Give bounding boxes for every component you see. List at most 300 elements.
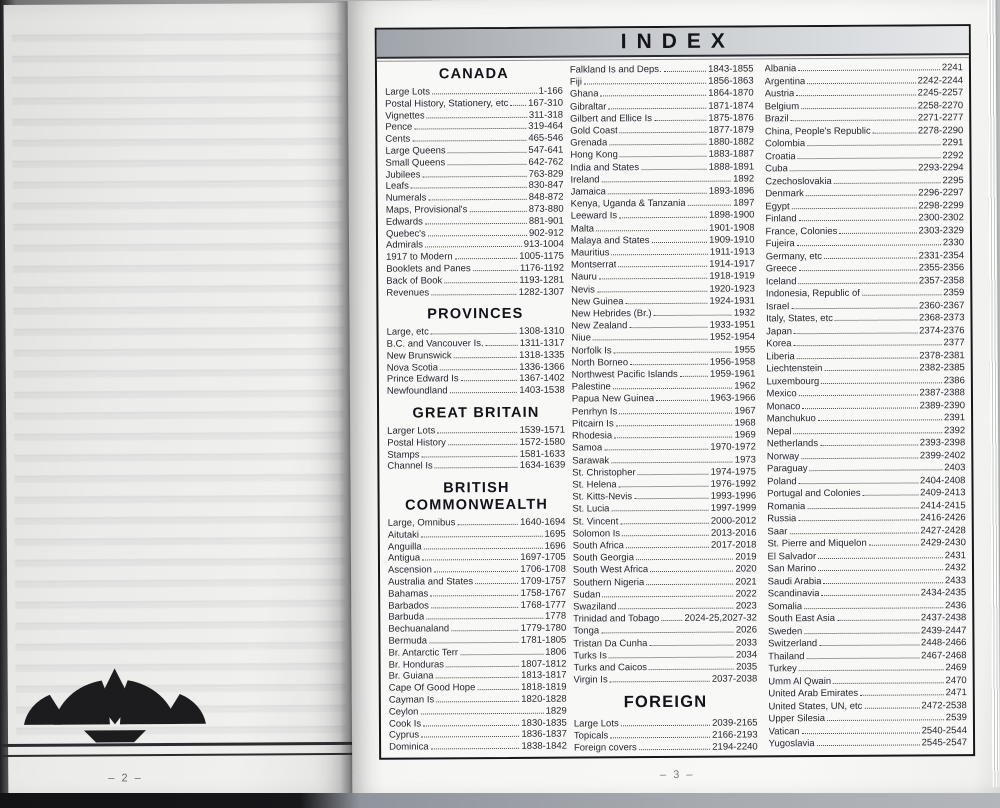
entry-label: Stamps: [387, 449, 420, 461]
entry-lot-range: 2303-2329: [918, 224, 964, 236]
dot-leader: [455, 258, 518, 259]
dot-leader: [791, 307, 917, 309]
page-title: INDEX: [620, 29, 735, 53]
dot-leader: [597, 290, 708, 292]
backdrop-bottom-edge: [0, 793, 1000, 808]
dot-leader: [799, 394, 918, 396]
index-entry: [572, 393, 756, 406]
entry-label: Swaziland: [573, 601, 617, 613]
index-entry: [761, 212, 963, 226]
entry-lot-range: 1706-1708: [520, 563, 566, 576]
entry-lot-range: 2292: [942, 149, 964, 161]
entry-label: Cyprus: [388, 729, 420, 742]
entry-lot-range: 1956-1958: [709, 356, 756, 368]
index-entry: [387, 361, 565, 374]
index-entry: [387, 436, 565, 449]
dot-leader: [626, 303, 708, 305]
entry-label: Samoa: [572, 442, 603, 454]
dot-leader: [656, 400, 708, 401]
index-entry: [761, 100, 963, 114]
entry-lot-range: 2391: [943, 412, 966, 424]
index-entry: [573, 527, 757, 540]
dot-leader: [863, 494, 918, 495]
index-entry: [571, 308, 755, 321]
entry-lot-range: 2393-2398: [919, 437, 966, 449]
page-stack-edge: [988, 0, 1000, 787]
dot-leader: [614, 351, 732, 353]
index-entry: [762, 362, 964, 376]
index-entry: [387, 338, 565, 351]
dot-leader: [460, 654, 543, 656]
index-entry: [764, 687, 966, 701]
dot-leader: [799, 219, 917, 221]
index-entry: [385, 133, 563, 146]
dot-leader: [602, 180, 732, 182]
index-entry: [763, 400, 965, 414]
entry-lot-range: 311-318: [528, 109, 564, 121]
index-entry: [571, 234, 755, 247]
index-entry: [570, 173, 754, 186]
dot-leader: [796, 94, 915, 96]
dot-leader: [616, 424, 733, 426]
dot-leader: [610, 737, 710, 739]
entry-label: Gold Coast: [570, 125, 618, 137]
entry-lot-range: 873-880: [528, 203, 564, 215]
index-entry: [388, 646, 566, 659]
dot-leader: [611, 254, 707, 256]
dot-leader: [425, 223, 527, 225]
entry-lot-range: 2024-25,2027-32: [684, 612, 757, 625]
index-entry: [762, 237, 964, 251]
dot-leader: [824, 582, 943, 584]
entry-lot-range: 1932: [733, 307, 756, 319]
entry-label: Saudi Arabia: [767, 575, 822, 587]
dot-leader: [636, 559, 733, 561]
dot-leader: [790, 169, 916, 171]
entry-lot-range: 2242-2244: [917, 74, 964, 86]
entry-lot-range: 1-166: [538, 85, 563, 97]
dot-leader: [473, 270, 518, 271]
index-entry: [389, 729, 567, 742]
dot-leader: [414, 128, 526, 130]
entry-lot-range: 1933-1951: [709, 319, 756, 331]
index-entry: [386, 263, 564, 276]
entry-lot-range: 1888-1891: [708, 161, 755, 173]
entry-lot-range: 1403-1538: [519, 384, 565, 397]
entry-label: Gilbert and Ellice Is: [570, 112, 652, 125]
entry-lot-range: 2471: [945, 687, 967, 699]
entry-label: Anguilla: [387, 541, 422, 553]
index-entry: [763, 537, 965, 551]
index-entry: [765, 725, 967, 739]
index-entry: [764, 575, 966, 589]
page-bleed-through: [12, 33, 346, 737]
entry-lot-range: 2472-2538: [921, 699, 967, 711]
entry-lot-range: 2399-2402: [919, 449, 966, 461]
entry-lot-range: 1709-1757: [520, 575, 566, 587]
dot-leader: [608, 107, 706, 109]
dot-leader: [424, 547, 543, 549]
index-entry: [764, 625, 966, 639]
dot-leader: [609, 656, 734, 658]
entry-label: El Salvador: [767, 550, 817, 562]
index-entry: [571, 198, 755, 211]
entry-label: St. Christopher: [572, 466, 636, 479]
index-entry: [387, 448, 565, 461]
dot-leader: [423, 725, 519, 727]
section-heading-provinces: PROVINCES: [427, 306, 524, 323]
entry-label: Yugoslavia: [768, 738, 815, 750]
entry-lot-range: 1820-1828: [521, 693, 567, 705]
entry-label: India and States: [570, 161, 640, 174]
dot-leader: [873, 132, 916, 133]
entry-lot-range: 2359: [943, 287, 965, 299]
entry-lot-range: 2300-2302: [918, 212, 964, 224]
dot-leader: [797, 244, 941, 246]
dot-leader: [431, 333, 517, 335]
entry-lot-range: 2378-2381: [919, 349, 965, 361]
dot-leader: [654, 120, 706, 121]
entry-lot-range: 2020: [735, 563, 757, 575]
dot-leader: [839, 232, 916, 233]
entry-label: Indonesia, Republic of: [765, 287, 860, 300]
index-entry: [761, 75, 963, 89]
dot-leader: [837, 619, 919, 621]
entry-label: Channel Is: [387, 460, 433, 473]
entry-lot-range: 2033: [735, 636, 758, 649]
index-entry: [388, 552, 566, 565]
entry-lot-range: 1282-1307: [518, 286, 565, 298]
entry-lot-range: 1955: [734, 344, 756, 356]
dot-leader: [641, 168, 707, 169]
dot-leader: [619, 412, 732, 414]
entry-label: Antigua: [387, 552, 421, 565]
entry-label: Austria: [764, 88, 795, 100]
entry-lot-range: 1781-1805: [520, 634, 567, 646]
entry-label: South Georgia: [572, 552, 635, 564]
dot-leader: [510, 105, 526, 106]
entry-label: Israel: [765, 300, 790, 312]
dot-leader: [618, 266, 707, 268]
dot-leader: [469, 211, 526, 212]
index-entry: [572, 503, 756, 516]
entry-label: Vatican: [768, 725, 800, 737]
entry-label: South Africa: [572, 540, 624, 552]
entry-lot-range: 1968: [734, 417, 756, 429]
dot-leader: [680, 376, 708, 377]
index-entry: [388, 576, 566, 589]
entry-label: Jamaica: [570, 186, 606, 198]
index-entry: [570, 88, 754, 101]
entry-label: Nauru: [571, 271, 597, 284]
section-heading-great-britain: GREAT BRITAIN: [412, 404, 540, 422]
index-entry: [388, 611, 566, 624]
index-entry: [764, 600, 966, 614]
dot-leader: [611, 461, 733, 463]
entry-label: Br. Honduras: [388, 658, 445, 671]
entry-lot-range: 1963-1966: [710, 392, 756, 405]
index-entry: [387, 460, 565, 473]
entry-label: Finland: [765, 213, 797, 225]
entry-label: Larger Lots: [387, 425, 436, 437]
dot-leader: [799, 482, 918, 484]
entry-lot-range: 881-901: [528, 215, 564, 227]
index-entry: [574, 717, 758, 730]
index-entry: [385, 156, 563, 169]
entry-lot-range: 1914-1917: [709, 258, 755, 270]
entry-lot-range: 1959-1961: [709, 368, 756, 380]
index-entry: [388, 564, 566, 577]
index-entry: [571, 222, 755, 235]
index-column-2: [570, 63, 758, 754]
entry-lot-range: 830-847: [528, 179, 564, 192]
dot-leader: [603, 595, 734, 597]
entry-lot-range: 2295: [942, 174, 964, 186]
entry-label: Jubilees: [385, 169, 421, 181]
entry-label: Paraguay: [766, 463, 808, 475]
index-entry: [763, 475, 965, 489]
entry-label: China, People's Republic: [764, 125, 871, 137]
entry-label: Solomon Is: [572, 527, 621, 540]
entry-label: Vignettes: [385, 110, 425, 122]
entry-label: Aitutaki: [387, 529, 419, 541]
index-entry: [571, 259, 755, 272]
entry-lot-range: 2271-2277: [917, 112, 964, 124]
index-entry: [573, 625, 757, 638]
index-entry: [387, 373, 565, 386]
entry-label: Bahamas: [388, 588, 429, 600]
index-entry: [388, 528, 566, 541]
entry-lot-range: 2427-2428: [920, 524, 966, 536]
index-entry: [762, 250, 964, 264]
entry-label: Japan: [766, 325, 793, 337]
entry-label: Thailand: [768, 650, 805, 662]
entry-label: Cape Of Good Hope: [388, 682, 476, 694]
index-entry: [573, 588, 757, 601]
entry-label: St. Kitts-Nevis: [572, 491, 633, 503]
entry-lot-range: 1806: [545, 646, 567, 658]
index-entry: [389, 670, 567, 683]
entry-label: Edwards: [385, 216, 423, 228]
dot-leader: [431, 607, 519, 609]
entry-lot-range: 1581-1633: [519, 448, 566, 460]
entry-label: North Borneo: [571, 357, 629, 369]
entry-label: Sarawak: [572, 454, 610, 467]
entry-label: Bermuda: [388, 635, 428, 647]
index-entry: [762, 325, 964, 339]
entry-lot-range: 642-762: [528, 156, 564, 168]
index-entry: [761, 62, 963, 76]
entry-label: Nepal: [766, 425, 792, 437]
index-entry: [386, 274, 564, 287]
entry-lot-range: 2019: [735, 551, 757, 563]
entry-lot-range: 1758-1767: [520, 587, 567, 599]
index-entry: [571, 320, 755, 333]
index-entry: [571, 344, 755, 357]
entry-lot-range: 2035: [736, 661, 758, 673]
dot-leader: [604, 449, 708, 451]
entry-lot-range: 2429-2430: [920, 537, 966, 549]
entry-lot-range: 2448-2466: [920, 637, 967, 649]
dot-leader: [437, 432, 517, 433]
section-heading-canada: CANADA: [438, 65, 509, 83]
entry-lot-range: 2467-2468: [921, 649, 967, 661]
index-entry: [572, 454, 756, 467]
dot-leader: [422, 175, 526, 177]
entry-lot-range: 1871-1874: [708, 100, 754, 112]
entry-label: Montserrat: [570, 259, 617, 271]
entry-label: Belgium: [764, 100, 800, 112]
dot-leader: [807, 657, 920, 659]
section-heading-foreign: FOREIGN: [623, 693, 708, 712]
entry-label: Ceylon: [388, 706, 419, 718]
entry-label: Falkland Is and Deps.: [569, 64, 662, 76]
index-entry: [573, 661, 757, 674]
dot-leader: [599, 278, 707, 280]
dot-leader: [820, 444, 918, 446]
entry-label: Italy, States, etc: [766, 312, 833, 325]
dot-leader: [420, 713, 543, 715]
entry-lot-range: 1818-1819: [521, 681, 567, 694]
index-entry: [763, 487, 965, 501]
dot-leader: [819, 644, 919, 646]
entry-lot-range: 2386: [943, 374, 965, 386]
entry-label: Northwest Pacific Islands: [571, 368, 678, 381]
entry-lot-range: 1918-1919: [709, 270, 755, 283]
index-entry: [762, 312, 964, 326]
dot-leader: [421, 736, 519, 738]
entry-lot-range: 2022: [735, 588, 757, 600]
dot-leader: [622, 534, 709, 536]
entry-label: Postal History, Stationery, etc: [385, 97, 509, 110]
index-entry: [762, 300, 964, 314]
entry-label: Mexico: [766, 388, 797, 400]
entry-label: Malaya and States: [570, 234, 650, 247]
index-page: [348, 0, 1000, 797]
entry-label: Quebec's: [385, 227, 426, 240]
entry-lot-range: 1572-1580: [519, 436, 566, 448]
index-entry: [572, 491, 756, 504]
index-entry: [387, 385, 565, 398]
dot-leader: [427, 116, 527, 118]
dot-leader: [794, 432, 942, 434]
entry-label: Ghana: [569, 88, 599, 100]
index-entry: [762, 337, 964, 351]
entry-label: Iceland: [765, 275, 797, 287]
index-entry: [574, 741, 758, 754]
entry-label: Turks Is: [573, 650, 607, 662]
entry-lot-range: 848-872: [528, 191, 564, 203]
entry-label: Prince Edward Is: [386, 373, 459, 386]
entry-lot-range: 1892: [733, 173, 755, 185]
entry-lot-range: 1973: [734, 453, 756, 466]
dot-leader: [610, 681, 710, 683]
entry-label: Greece: [765, 263, 797, 275]
index-entry: [761, 225, 963, 239]
dot-leader: [457, 524, 518, 525]
index-entry: [763, 412, 965, 426]
dot-leader: [824, 257, 917, 259]
index-entry: [573, 515, 757, 528]
index-entry: [763, 500, 965, 514]
entry-label: Large, etc: [386, 326, 429, 338]
entry-lot-range: 2439-2447: [920, 624, 967, 636]
entry-label: St. Helena: [572, 479, 617, 491]
index-entry: [763, 525, 965, 539]
index-entry: [764, 562, 966, 576]
index-entry: [385, 145, 563, 158]
dot-leader: [621, 724, 710, 726]
dot-leader: [426, 618, 543, 620]
entry-lot-range: 2166-2193: [712, 729, 758, 741]
dot-leader: [860, 694, 944, 696]
dot-leader: [620, 522, 709, 524]
dot-leader: [649, 644, 733, 646]
index-entry: [388, 635, 566, 648]
entry-label: Argentina: [764, 75, 806, 87]
entry-label: Upper Silesia: [768, 713, 826, 725]
entry-lot-range: 1897: [733, 197, 755, 209]
entry-lot-range: 1193-1281: [519, 274, 565, 286]
dot-leader: [799, 269, 917, 271]
entry-lot-range: 1970-1972: [710, 441, 756, 454]
index-entry: [574, 729, 758, 742]
entry-label: Cayman Is: [388, 694, 435, 706]
dot-leader: [454, 357, 517, 358]
dot-leader: [661, 620, 682, 621]
entry-label: Sudan: [572, 589, 601, 601]
dot-leader: [802, 732, 920, 734]
index-entry: [762, 387, 964, 401]
dot-leader: [869, 544, 919, 545]
entry-label: Foreign covers: [573, 742, 637, 754]
entry-lot-range: 2368-2373: [918, 312, 965, 324]
entry-lot-range: 2469: [945, 662, 967, 674]
index-entry: [385, 86, 563, 99]
dot-leader: [794, 332, 917, 334]
entry-lot-range: 2039-2165: [712, 717, 758, 729]
entry-lot-range: 1962: [734, 380, 756, 392]
index-entry: [572, 466, 756, 479]
left-page: [4, 3, 353, 797]
index-entry: [761, 112, 963, 126]
entry-label: Tristan Da Cunha: [573, 637, 648, 650]
entry-lot-range: 2293-2294: [918, 162, 964, 174]
entry-label: Gibraltar: [569, 100, 607, 113]
dot-leader: [801, 457, 918, 459]
entry-label: Numerals: [385, 192, 427, 204]
index-entry: [387, 326, 565, 339]
index-entry: [386, 180, 564, 193]
entry-lot-range: 2298-2299: [918, 199, 964, 211]
dot-leader: [609, 144, 706, 146]
entry-label: Back of Book: [386, 275, 443, 287]
dot-leader: [798, 69, 940, 71]
index-entry: [386, 192, 564, 205]
index-entry: [570, 161, 754, 174]
index-entry: [386, 286, 564, 299]
index-entry: [570, 63, 754, 76]
entry-label: Brazil: [764, 113, 789, 125]
index-entry: [763, 450, 965, 464]
index-entry: [765, 737, 967, 751]
index-entry: [571, 271, 755, 284]
index-entry: [761, 150, 963, 164]
entry-lot-range: 2194-2240: [712, 741, 758, 753]
entry-lot-range: 2403: [944, 462, 966, 474]
index-entry: [386, 168, 564, 181]
entry-lot-range: 2000-2012: [710, 514, 757, 527]
